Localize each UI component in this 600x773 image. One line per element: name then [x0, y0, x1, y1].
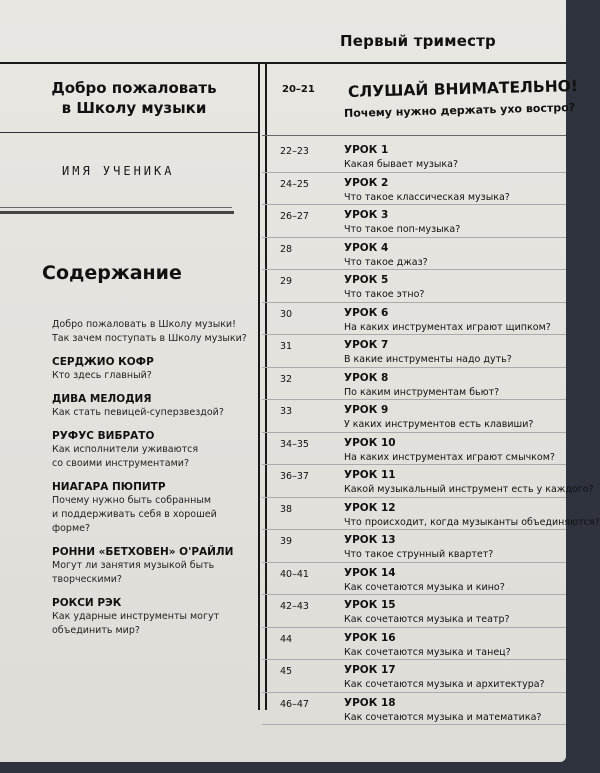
lesson-title: УРОК 10: [344, 436, 396, 449]
lesson-row: [262, 595, 566, 628]
lesson-question: Что такое струнный квартет?: [344, 549, 494, 560]
contents-title: Содержание: [42, 262, 182, 284]
lesson-row: [262, 335, 566, 368]
welcome-divider: [0, 132, 258, 133]
contents-entry-line: Кто здесь главный?: [52, 370, 152, 381]
lesson-title: УРОК 11: [344, 469, 396, 481]
lesson-title: УРОК 4: [344, 241, 389, 254]
lesson-pages: 26–27: [280, 211, 309, 222]
lesson-pages: 31: [280, 341, 293, 352]
lesson-question: У каких инструментов есть клавиши?: [344, 419, 534, 430]
lesson-row: [262, 628, 566, 661]
lesson-row: [262, 400, 566, 433]
lesson-row: [262, 563, 566, 596]
lesson-pages: 39: [280, 536, 293, 547]
contents-entry-line: объединить мир?: [52, 625, 140, 636]
lesson-title: УРОК 15: [344, 599, 396, 611]
lesson-pages: 36–37: [280, 471, 309, 482]
lesson-row: [262, 433, 566, 466]
contents-entry-line: и поддерживать себя в хорошей форме?: [52, 509, 217, 534]
welcome-heading: [24, 78, 244, 118]
lesson-pages: 32: [280, 373, 293, 385]
contents-entry: [52, 429, 257, 471]
lessons-list: [262, 140, 600, 725]
lesson-question: Какой музыкальный инструмент есть у каждого?: [344, 484, 594, 495]
lesson-question: Что такое поп-музыка?: [344, 224, 461, 235]
lesson-row: [262, 238, 566, 271]
lesson-title: УРОК 2: [344, 176, 389, 189]
contents-entry-heading: РУФУС ВИБРАТО: [52, 430, 155, 442]
contents-entry-line: Как ударные инструменты могут: [52, 611, 220, 622]
lesson-title: УРОК 17: [344, 664, 396, 676]
contents-entry-line: Добро пожаловать в Школу музыки!: [52, 319, 236, 330]
contents-entry-line: Как исполнители уживаются: [52, 444, 199, 455]
lesson-row: [262, 173, 566, 206]
lesson-title: УРОК 7: [344, 339, 389, 351]
contents-entry: [52, 318, 257, 346]
lesson-question: Что такое джаз?: [344, 256, 428, 268]
contents-entry-line: Почему нужно быть собранным: [52, 495, 212, 506]
student-name-label: ИМЯ УЧЕНИКА: [62, 164, 175, 178]
lesson-row: [262, 205, 566, 238]
banner-title: СЛУШАЙ ВНИМАТЕЛЬНО!: [347, 76, 579, 102]
lesson-question: Какая бывает музыка?: [344, 159, 458, 170]
lesson-row: [262, 693, 566, 726]
lesson-title: УРОК 1: [344, 144, 389, 156]
lesson-pages: 46–47: [280, 698, 309, 710]
lesson-row: [262, 303, 566, 336]
lesson-pages: 34–35: [280, 438, 309, 450]
lesson-pages: 45: [280, 666, 293, 677]
lesson-row: [262, 270, 566, 303]
lesson-title: УРОК 18: [344, 696, 396, 709]
lesson-question: Что такое этно?: [344, 289, 425, 300]
student-name-underline-thick: [0, 211, 234, 214]
banner-pages: 20–21: [282, 84, 315, 95]
lesson-row: [262, 498, 600, 531]
contents-entry: [52, 545, 257, 587]
contents-entry-heading: СЕРДЖИО КОФР: [52, 356, 154, 368]
contents-entry: [52, 596, 257, 638]
lesson-pages: 33: [280, 406, 293, 417]
lesson-title: УРОК 3: [344, 209, 389, 221]
lesson-row: [262, 140, 566, 173]
lesson-pages: 42–43: [280, 601, 309, 612]
lesson-question: Как сочетаются музыка и кино?: [344, 581, 505, 593]
lesson-pages: 40–41: [280, 568, 309, 580]
lesson-title: УРОК 5: [344, 274, 389, 286]
lesson-question: Как сочетаются музыка и математика?: [344, 711, 542, 723]
left-column: [0, 0, 262, 762]
lesson-question: По каким инструментам бьют?: [344, 386, 500, 398]
lesson-title: УРОК 13: [344, 534, 396, 546]
lesson-question: Что такое классическая музыка?: [344, 191, 510, 203]
lesson-title: УРОК 6: [344, 306, 389, 319]
lesson-pages: 29: [280, 276, 293, 287]
banner-divider: [262, 135, 566, 136]
lesson-question: Как сочетаются музыка и танец?: [344, 646, 511, 658]
lesson-question: На каких инструментах играют смычком?: [344, 451, 555, 463]
lesson-row: [262, 660, 566, 693]
lesson-row: [262, 465, 594, 498]
banner-subtitle: Почему нужно держать ухо востро?: [343, 100, 576, 121]
lesson-pages: 28: [280, 243, 293, 255]
welcome-line-1: Добро пожаловать: [51, 79, 217, 97]
lesson-question: Что происходит, когда музыканты объединяются?: [344, 516, 600, 528]
lesson-question: Как сочетаются музыка и архитектура?: [344, 679, 545, 690]
lesson-question: Как сочетаются музыка и театр?: [344, 614, 510, 625]
contents-entry-heading: РОННИ «БЕТХОВЕН» О'РАЙЛИ: [52, 546, 234, 558]
trimester-heading: Первый триместр: [340, 32, 496, 50]
lesson-title: УРОК 12: [344, 501, 396, 514]
contents-entry-heading: РОКСИ РЭК: [52, 597, 122, 609]
contents-entry-line: Так зачем поступать в Школу музыки?: [52, 333, 247, 344]
contents-entry: [52, 392, 257, 420]
contents-entry-heading: ДИВА МЕЛОДИЯ: [52, 393, 152, 405]
feature-banner: [262, 64, 579, 135]
lesson-pages: 22–23: [280, 146, 309, 157]
contents-entry-heading: НИАГАРА ПЮПИТР: [52, 481, 166, 493]
contents-entry: [52, 355, 257, 383]
student-name-underline: [0, 207, 232, 208]
lesson-pages: 30: [280, 308, 293, 320]
lesson-title: УРОК 9: [344, 404, 389, 416]
lesson-pages: 24–25: [280, 178, 309, 190]
lesson-pages: 44: [280, 633, 293, 645]
lesson-title: УРОК 8: [344, 371, 389, 384]
lesson-title: УРОК 16: [344, 631, 396, 644]
lesson-row: [262, 368, 566, 401]
contents-entry-line: со своими инструментами?: [52, 458, 189, 469]
lesson-title: УРОК 14: [344, 566, 396, 579]
contents-entry-line: творческими?: [52, 574, 122, 585]
lesson-pages: 38: [280, 503, 293, 515]
lesson-row: [262, 530, 566, 563]
contents-list: [52, 318, 257, 647]
contents-entry: [52, 480, 257, 536]
contents-entry-line: Могут ли занятия музыкой быть: [52, 560, 215, 571]
right-column: [262, 0, 600, 762]
lesson-question: В какие инструменты надо дуть?: [344, 354, 512, 365]
lesson-question: На каких инструментах играют щипком?: [344, 321, 551, 333]
welcome-line-2: в Школу музыки: [61, 99, 207, 117]
contents-entry-line: Как стать певицей-суперзвездой?: [52, 407, 224, 418]
